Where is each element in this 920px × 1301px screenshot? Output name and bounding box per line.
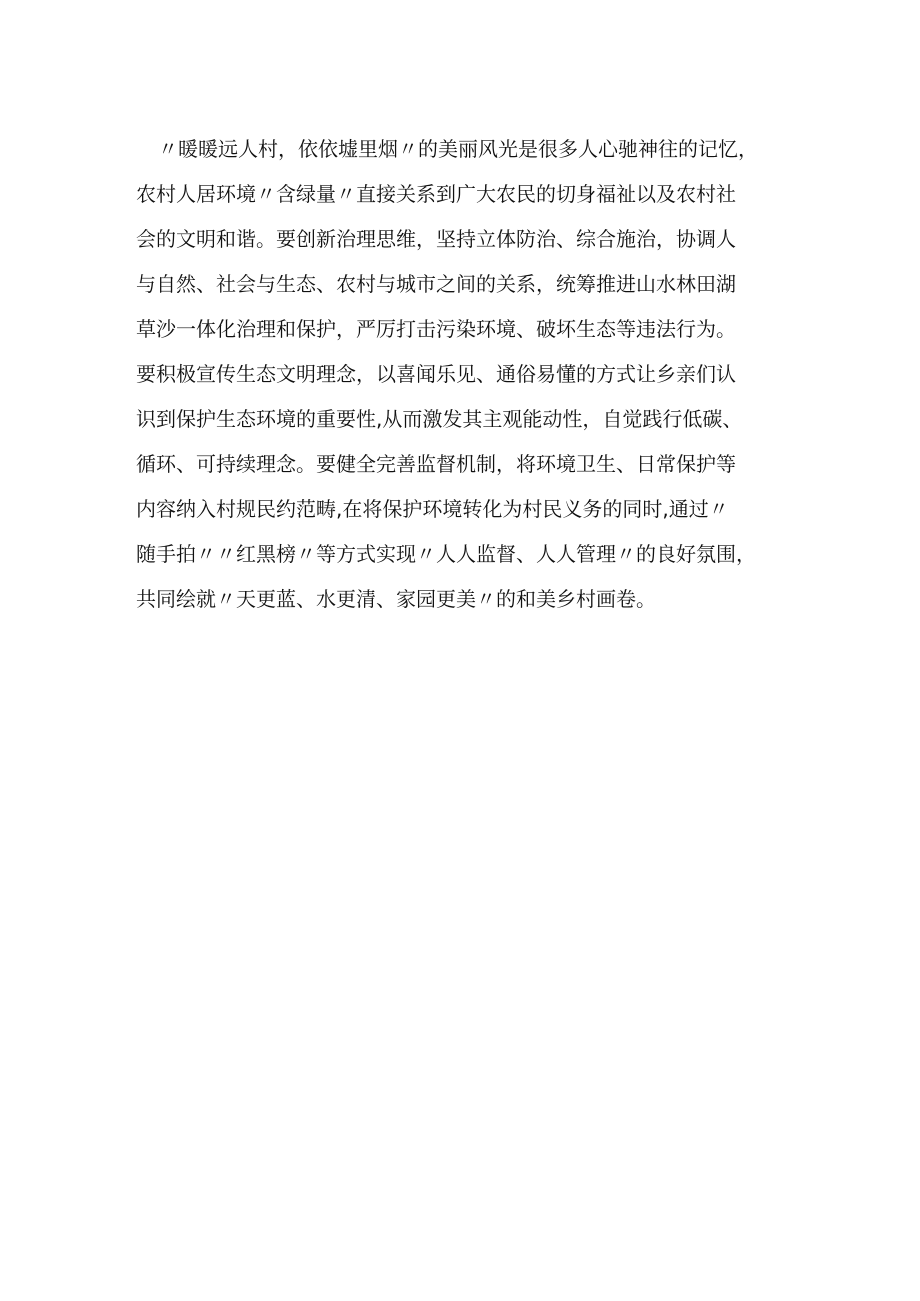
paragraph-line-10: 随手拍〃〃红黑榜〃等方式实现〃人人监督、人人管理〃的良好氛围， xyxy=(136,542,756,566)
paragraph-line-6: 要积极宣传生态文明理念，以喜闻乐见、通俗易懂的方式让乡亲们认 xyxy=(136,362,736,386)
body-paragraph xyxy=(136,127,806,622)
paragraph-line-1: 〃暖暖远人村，依依墟里烟〃的美丽风光是很多人心驰神往的记忆， xyxy=(158,137,758,161)
paragraph-line-9: 内容纳入村规民约范畴,在将保护环境转化为村民义务的同时,通过〃 xyxy=(136,497,729,521)
paragraph-line-5: 草沙一体化治理和保护，严厉打击污染环境、破坏生态等违法行为。 xyxy=(136,317,736,341)
paragraph-line-4: 与自然、社会与生态、农村与城市之间的关系，统筹推进山水林田湖 xyxy=(136,272,736,296)
paragraph-line-8: 循环、可持续理念。要健全完善监督机制，将环境卫生、日常保护等 xyxy=(136,452,736,476)
paragraph-line-7: 识到保护生态环境的重要性,从而激发其主观能动性，自觉践行低碳、 xyxy=(136,407,743,431)
paragraph-line-2: 农村人居环境〃含绿量〃直接关系到广大农民的切身福祉以及农村社 xyxy=(136,182,736,206)
paragraph-line-11: 共同绘就〃天更蓝、水更清、家园更美〃的和美乡村画卷。 xyxy=(136,587,656,611)
paragraph-line-3: 会的文明和谐。要创新治理思维，坚持立体防治、综合施治，协调人 xyxy=(136,227,736,251)
